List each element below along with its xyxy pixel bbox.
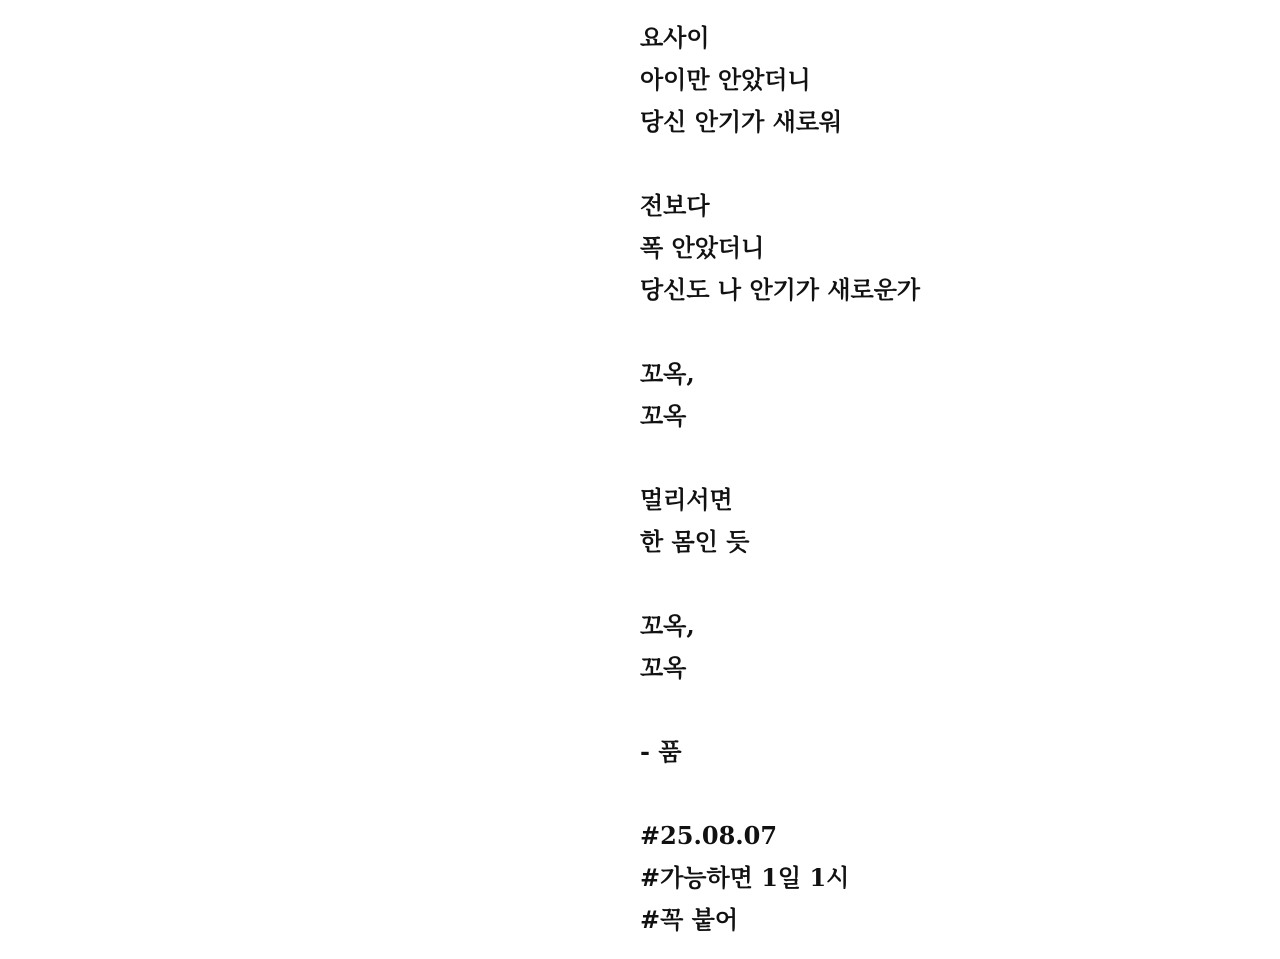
- poem-line: 꼬옥,: [640, 611, 695, 640]
- stanza-break: [640, 689, 1260, 731]
- hashtag[interactable]: #꼭 붙어: [640, 905, 739, 934]
- stanza-break: [640, 311, 1260, 353]
- poem-line: 꼬옥,: [640, 359, 695, 388]
- poem-line: 당신도 나 안기가 새로운가: [640, 275, 921, 304]
- poem-line: 아이만 안았더니: [640, 65, 811, 94]
- poem-line: 한 몸인 듯: [640, 527, 750, 556]
- stanza-break: [640, 563, 1260, 605]
- poem-body: [640, 17, 1260, 941]
- stanza-break: [640, 773, 1260, 815]
- poem-line: 꼬옥: [640, 401, 687, 430]
- poem-line: 꼬옥: [640, 653, 687, 682]
- poem-line: 요사이: [640, 23, 710, 52]
- poem-line: 전보다: [640, 191, 710, 220]
- poem-title-signature: - 품: [640, 737, 682, 766]
- poem-line: 폭 안았더니: [640, 233, 765, 262]
- poem-line: 멀리서면: [640, 485, 733, 514]
- hashtag[interactable]: #25.08.07: [640, 821, 778, 850]
- hashtag[interactable]: #가능하면 1일 1시: [640, 863, 850, 892]
- poem-line: 당신 안기가 새로워: [640, 107, 843, 136]
- stanza-break: [640, 143, 1260, 185]
- stanza-break: [640, 437, 1260, 479]
